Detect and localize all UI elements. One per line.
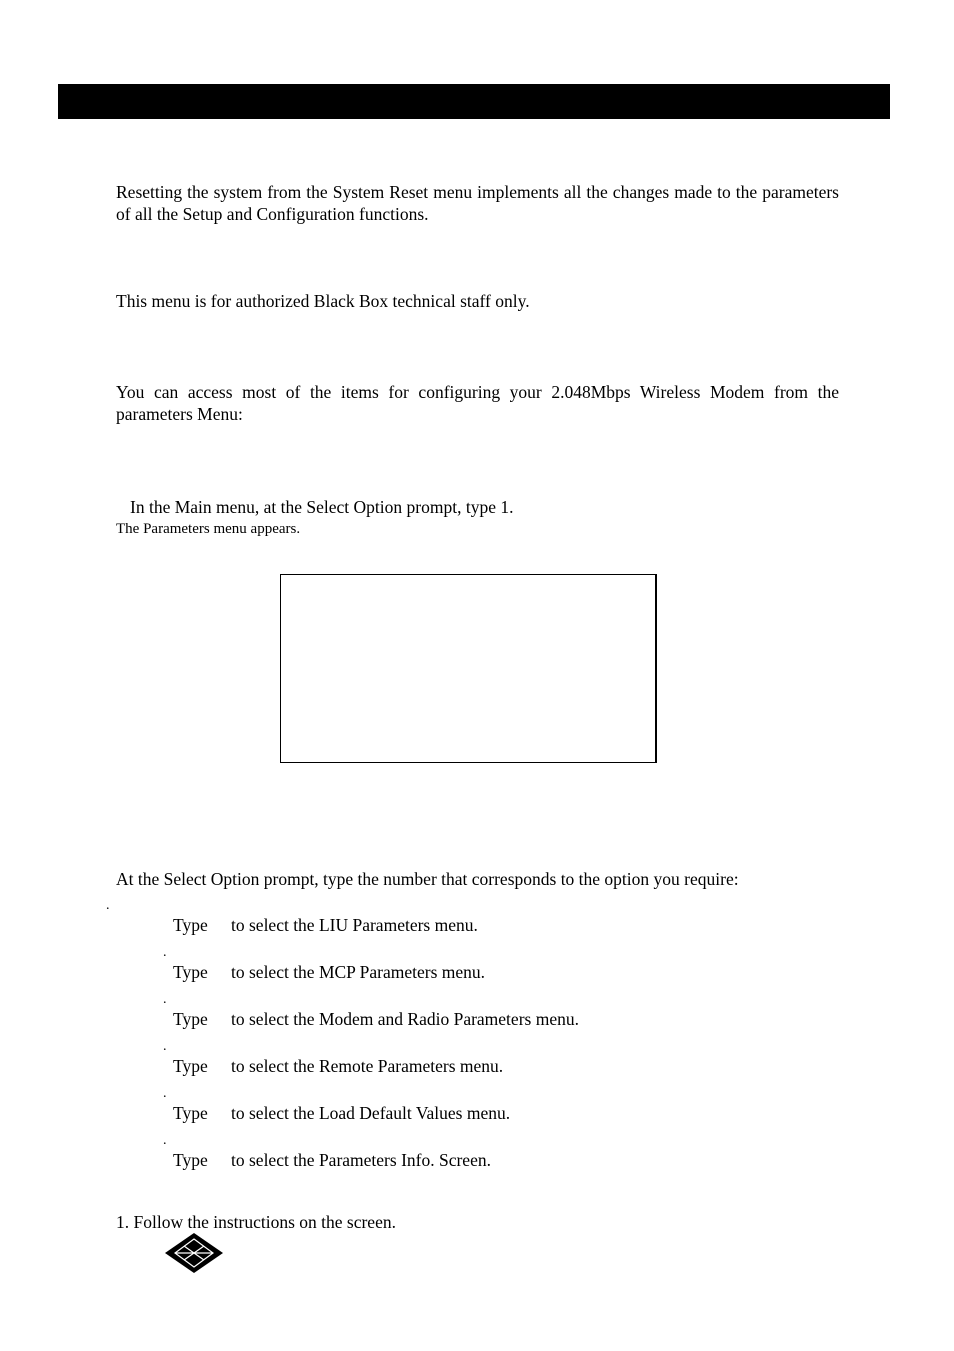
type-label: Type (173, 1056, 208, 1076)
header-bar (58, 84, 890, 119)
option-description: to select the MCP Parameters menu. (231, 962, 486, 982)
bullet-dot: . (163, 1133, 167, 1148)
option-description: to select the LIU Parameters menu. (231, 915, 478, 935)
bullet-dot: . (163, 992, 167, 1007)
type-label: Type (173, 1150, 208, 1170)
type-label: Type (173, 1009, 208, 1029)
option-row (173, 914, 478, 936)
option-row (173, 1102, 510, 1124)
option-description: to select the Load Default Values menu. (231, 1103, 511, 1123)
bullet-dot: . (163, 1086, 167, 1101)
options-lead: At the Select Option prompt, type the number that corresponds to the option you require: (116, 869, 739, 889)
type-label: Type (173, 1103, 208, 1123)
type-label: Type (173, 962, 208, 982)
reset-paragraph: Resetting the system from the System Reset menu implements all the changes made to the parameters of all the Setup and Configuration functions. (116, 182, 839, 224)
parameters-menu-screen (280, 574, 657, 763)
authorization-paragraph: This menu is for authorized Black Box technical staff only. (116, 291, 530, 311)
type-label: Type (173, 915, 208, 935)
bullet-dot: . (106, 898, 110, 913)
black-box-logo (165, 1233, 223, 1273)
bullet-dot: . (163, 945, 167, 960)
procedure-result: The Parameters menu appears. (116, 521, 301, 537)
procedure-step: In the Main menu, at the Select Option prompt, type 1. (130, 497, 514, 517)
option-row (173, 1055, 503, 1077)
option-description: to select the Parameters Info. Screen. (231, 1150, 491, 1170)
option-description: to select the Modem and Radio Parameters menu. (231, 1009, 579, 1029)
option-row (173, 961, 485, 983)
option-description: to select the Remote Parameters menu. (231, 1056, 504, 1076)
bullet-dot: . (163, 1039, 167, 1054)
option-row (173, 1149, 491, 1171)
option-row (173, 1008, 579, 1030)
followup-step: 1. Follow the instructions on the screen. (116, 1212, 396, 1232)
access-paragraph: You can access most of the items for configuring your 2.048Mbps Wireless Modem from the parameters Menu: (116, 382, 839, 424)
